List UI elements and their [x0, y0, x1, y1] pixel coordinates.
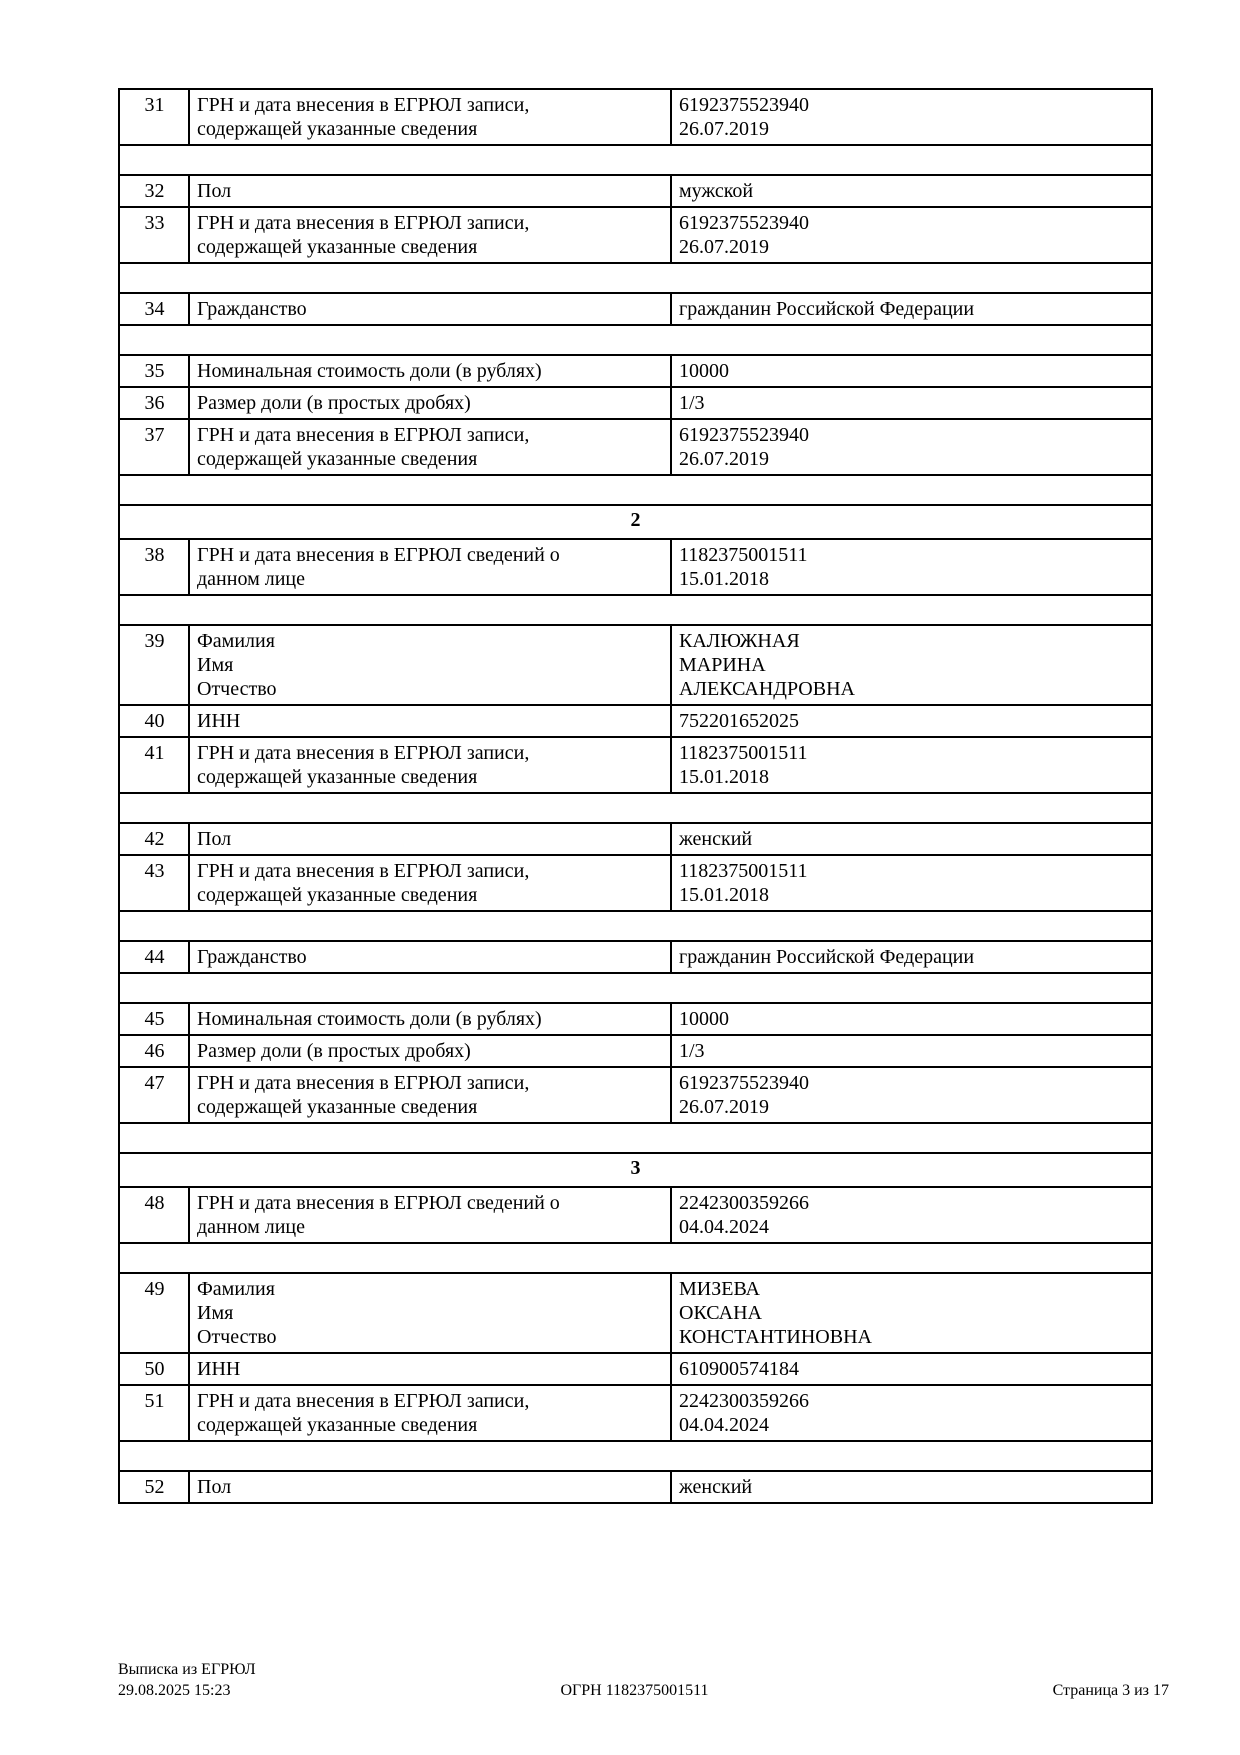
cell-text-line: 04.04.2024 — [679, 1414, 769, 1436]
row-label — [189, 737, 671, 793]
row-number: 43 — [119, 855, 189, 911]
table-row — [119, 293, 1152, 325]
spacer-cell — [119, 1441, 1152, 1471]
spacer-row — [119, 475, 1152, 505]
cell-text-line: Отчество — [197, 678, 277, 700]
row-value — [671, 207, 1152, 263]
cell-text-line: ИНН — [197, 1358, 241, 1380]
cell-text-line: ОКСАНА — [679, 1302, 762, 1324]
row-number: 45 — [119, 1003, 189, 1035]
table-row — [119, 737, 1152, 793]
row-value — [671, 855, 1152, 911]
cell-text-line: Отчество — [197, 1326, 277, 1348]
spacer-cell — [119, 325, 1152, 355]
row-number: 36 — [119, 387, 189, 419]
row-value — [671, 737, 1152, 793]
cell-text-line: ГРН и дата внесения в ЕГРЮЛ записи, — [197, 94, 530, 116]
row-label — [189, 539, 671, 595]
cell-text-line: 1182375001511 — [679, 860, 808, 882]
row-number: 47 — [119, 1067, 189, 1123]
cell-text-line: женский — [679, 1476, 753, 1498]
row-number: 49 — [119, 1273, 189, 1353]
row-number: 41 — [119, 737, 189, 793]
row-value — [671, 625, 1152, 705]
row-value — [671, 419, 1152, 475]
row-value — [671, 1273, 1152, 1353]
table-row — [119, 207, 1152, 263]
table-row — [119, 625, 1152, 705]
spacer-cell — [119, 793, 1152, 823]
section-title: 3 — [119, 1153, 1152, 1187]
cell-text-line: 04.04.2024 — [679, 1216, 769, 1238]
row-label — [189, 823, 671, 855]
row-label — [189, 625, 671, 705]
cell-text-line: содержащей указанные сведения — [197, 448, 478, 470]
cell-text-line: 26.07.2019 — [679, 448, 769, 470]
cell-text-line: ГРН и дата внесения в ЕГРЮЛ записи, — [197, 424, 530, 446]
table-row — [119, 1273, 1152, 1353]
row-number: 51 — [119, 1385, 189, 1441]
row-label — [189, 419, 671, 475]
spacer-row — [119, 911, 1152, 941]
cell-text-line: Пол — [197, 828, 232, 850]
table-row — [119, 355, 1152, 387]
cell-text-line: 10000 — [679, 360, 729, 382]
cell-text-line: 10000 — [679, 1008, 729, 1030]
cell-text-line: 610900574184 — [679, 1358, 799, 1380]
footer-ogrn: ОГРН 1182375001511 — [560, 1682, 709, 1699]
row-number: 46 — [119, 1035, 189, 1067]
cell-text-line: ГРН и дата внесения в ЕГРЮЛ записи, — [197, 1390, 530, 1412]
table-row — [119, 175, 1152, 207]
table-row — [119, 89, 1152, 145]
cell-text-line: Гражданство — [197, 946, 307, 968]
row-number: 32 — [119, 175, 189, 207]
row-label — [189, 705, 671, 737]
cell-text-line: содержащей указанные сведения — [197, 1414, 478, 1436]
table-row — [119, 1035, 1152, 1067]
cell-text-line: 6192375523940 — [679, 212, 809, 234]
cell-text-line: Фамилия — [197, 1278, 275, 1300]
cell-text-line: содержащей указанные сведения — [197, 884, 478, 906]
cell-text-line: содержащей указанные сведения — [197, 236, 478, 258]
cell-text-line: 6192375523940 — [679, 94, 809, 116]
cell-text-line: содержащей указанные сведения — [197, 118, 478, 140]
cell-text-line: 26.07.2019 — [679, 118, 769, 140]
row-label — [189, 1471, 671, 1503]
footer-timestamp: 29.08.2025 15:23 — [118, 1682, 231, 1699]
table-row — [119, 539, 1152, 595]
cell-text-line: 1/3 — [679, 392, 705, 414]
row-value — [671, 941, 1152, 973]
cell-text-line: 15.01.2018 — [679, 884, 769, 906]
cell-text-line: ИНН — [197, 710, 241, 732]
row-number: 42 — [119, 823, 189, 855]
cell-text-line: КОНСТАНТИНОВНА — [679, 1326, 872, 1348]
cell-text-line: ГРН и дата внесения в ЕГРЮЛ записи, — [197, 1072, 530, 1094]
cell-text-line: содержащей указанные сведения — [197, 1096, 478, 1118]
row-label — [189, 293, 671, 325]
cell-text-line: Пол — [197, 180, 232, 202]
cell-text-line: ГРН и дата внесения в ЕГРЮЛ записи, — [197, 212, 530, 234]
spacer-row — [119, 145, 1152, 175]
row-label — [189, 1353, 671, 1385]
spacer-cell — [119, 475, 1152, 505]
spacer-cell — [119, 595, 1152, 625]
cell-text-line: ГРН и дата внесения в ЕГРЮЛ записи, — [197, 860, 530, 882]
cell-text-line: АЛЕКСАНДРОВНА — [679, 678, 855, 700]
row-number: 33 — [119, 207, 189, 263]
spacer-cell — [119, 973, 1152, 1003]
cell-text-line: 1182375001511 — [679, 742, 808, 764]
cell-text-line: Размер доли (в простых дробях) — [197, 392, 471, 414]
row-value — [671, 1035, 1152, 1067]
cell-text-line: Номинальная стоимость доли (в рублях) — [197, 1008, 542, 1030]
spacer-row — [119, 1441, 1152, 1471]
cell-text-line: 6192375523940 — [679, 424, 809, 446]
cell-text-line: МАРИНА — [679, 654, 766, 676]
table-row — [119, 1187, 1152, 1243]
table-row — [119, 705, 1152, 737]
row-label — [189, 355, 671, 387]
spacer-row — [119, 595, 1152, 625]
row-label — [189, 1035, 671, 1067]
row-value — [671, 539, 1152, 595]
spacer-cell — [119, 911, 1152, 941]
table-row — [119, 1003, 1152, 1035]
row-value — [671, 1003, 1152, 1035]
section-title: 2 — [119, 505, 1152, 539]
row-label — [189, 1003, 671, 1035]
cell-text-line: данном лице — [197, 1216, 305, 1238]
cell-text-line: 2242300359266 — [679, 1192, 809, 1214]
cell-text-line: 6192375523940 — [679, 1072, 809, 1094]
table-row — [119, 1471, 1152, 1503]
cell-text-line: Имя — [197, 654, 234, 676]
cell-text-line: МИЗЕВА — [679, 1278, 760, 1300]
cell-text-line: женский — [679, 828, 753, 850]
row-label — [189, 175, 671, 207]
table-row — [119, 823, 1152, 855]
spacer-row — [119, 1123, 1152, 1153]
row-number: 35 — [119, 355, 189, 387]
cell-text-line: мужской — [679, 180, 754, 202]
row-label — [189, 1273, 671, 1353]
row-number: 37 — [119, 419, 189, 475]
cell-text-line: 1/3 — [679, 1040, 705, 1062]
table-row — [119, 941, 1152, 973]
row-label — [189, 941, 671, 973]
row-label — [189, 1187, 671, 1243]
row-value — [671, 1187, 1152, 1243]
spacer-cell — [119, 1123, 1152, 1153]
row-value — [671, 293, 1152, 325]
spacer-row — [119, 973, 1152, 1003]
row-value — [671, 1067, 1152, 1123]
cell-text-line: Номинальная стоимость доли (в рублях) — [197, 360, 542, 382]
table-row — [119, 419, 1152, 475]
cell-text-line: ГРН и дата внесения в ЕГРЮЛ записи, — [197, 742, 530, 764]
egrul-records-table — [118, 88, 1153, 1504]
table-row — [119, 1353, 1152, 1385]
spacer-cell — [119, 263, 1152, 293]
table-row — [119, 855, 1152, 911]
row-number: 48 — [119, 1187, 189, 1243]
footer-doc-type: Выписка из ЕГРЮЛ — [118, 1661, 256, 1678]
spacer-row — [119, 793, 1152, 823]
row-value — [671, 823, 1152, 855]
cell-text-line: 1182375001511 — [679, 544, 808, 566]
row-number: 39 — [119, 625, 189, 705]
spacer-row — [119, 263, 1152, 293]
row-value — [671, 175, 1152, 207]
cell-text-line: Размер доли (в простых дробях) — [197, 1040, 471, 1062]
cell-text-line: Фамилия — [197, 630, 275, 652]
row-number: 38 — [119, 539, 189, 595]
row-value — [671, 705, 1152, 737]
table-row — [119, 1067, 1152, 1123]
cell-text-line: 26.07.2019 — [679, 236, 769, 258]
table-row — [119, 1385, 1152, 1441]
cell-text-line: гражданин Российской Федерации — [679, 298, 975, 320]
row-value — [671, 355, 1152, 387]
cell-text-line: 15.01.2018 — [679, 568, 769, 590]
row-number: 52 — [119, 1471, 189, 1503]
cell-text-line: гражданин Российской Федерации — [679, 946, 975, 968]
table-row — [119, 387, 1152, 419]
cell-text-line: 26.07.2019 — [679, 1096, 769, 1118]
row-value — [671, 387, 1152, 419]
section-row — [119, 1153, 1152, 1187]
cell-text-line: Гражданство — [197, 298, 307, 320]
cell-text-line: ГРН и дата внесения в ЕГРЮЛ сведений о — [197, 544, 560, 566]
spacer-cell — [119, 145, 1152, 175]
cell-text-line: 752201652025 — [679, 710, 799, 732]
row-value — [671, 1385, 1152, 1441]
cell-text-line: 2242300359266 — [679, 1390, 809, 1412]
row-label — [189, 89, 671, 145]
spacer-row — [119, 1243, 1152, 1273]
row-value — [671, 89, 1152, 145]
cell-text-line: содержащей указанные сведения — [197, 766, 478, 788]
row-number: 31 — [119, 89, 189, 145]
row-number: 34 — [119, 293, 189, 325]
row-value — [671, 1471, 1152, 1503]
spacer-row — [119, 325, 1152, 355]
row-value — [671, 1353, 1152, 1385]
cell-text-line: 15.01.2018 — [679, 766, 769, 788]
row-number: 44 — [119, 941, 189, 973]
cell-text-line: данном лице — [197, 568, 305, 590]
cell-text-line: Имя — [197, 1302, 234, 1324]
cell-text-line: ГРН и дата внесения в ЕГРЮЛ сведений о — [197, 1192, 560, 1214]
footer-page-number: Страница 3 из 17 — [1052, 1682, 1169, 1699]
row-number: 50 — [119, 1353, 189, 1385]
row-label — [189, 207, 671, 263]
cell-text-line: Пол — [197, 1476, 232, 1498]
row-label — [189, 387, 671, 419]
row-label — [189, 1067, 671, 1123]
spacer-cell — [119, 1243, 1152, 1273]
row-number: 40 — [119, 705, 189, 737]
cell-text-line: КАЛЮЖНАЯ — [679, 630, 800, 652]
row-label — [189, 855, 671, 911]
section-row — [119, 505, 1152, 539]
row-label — [189, 1385, 671, 1441]
